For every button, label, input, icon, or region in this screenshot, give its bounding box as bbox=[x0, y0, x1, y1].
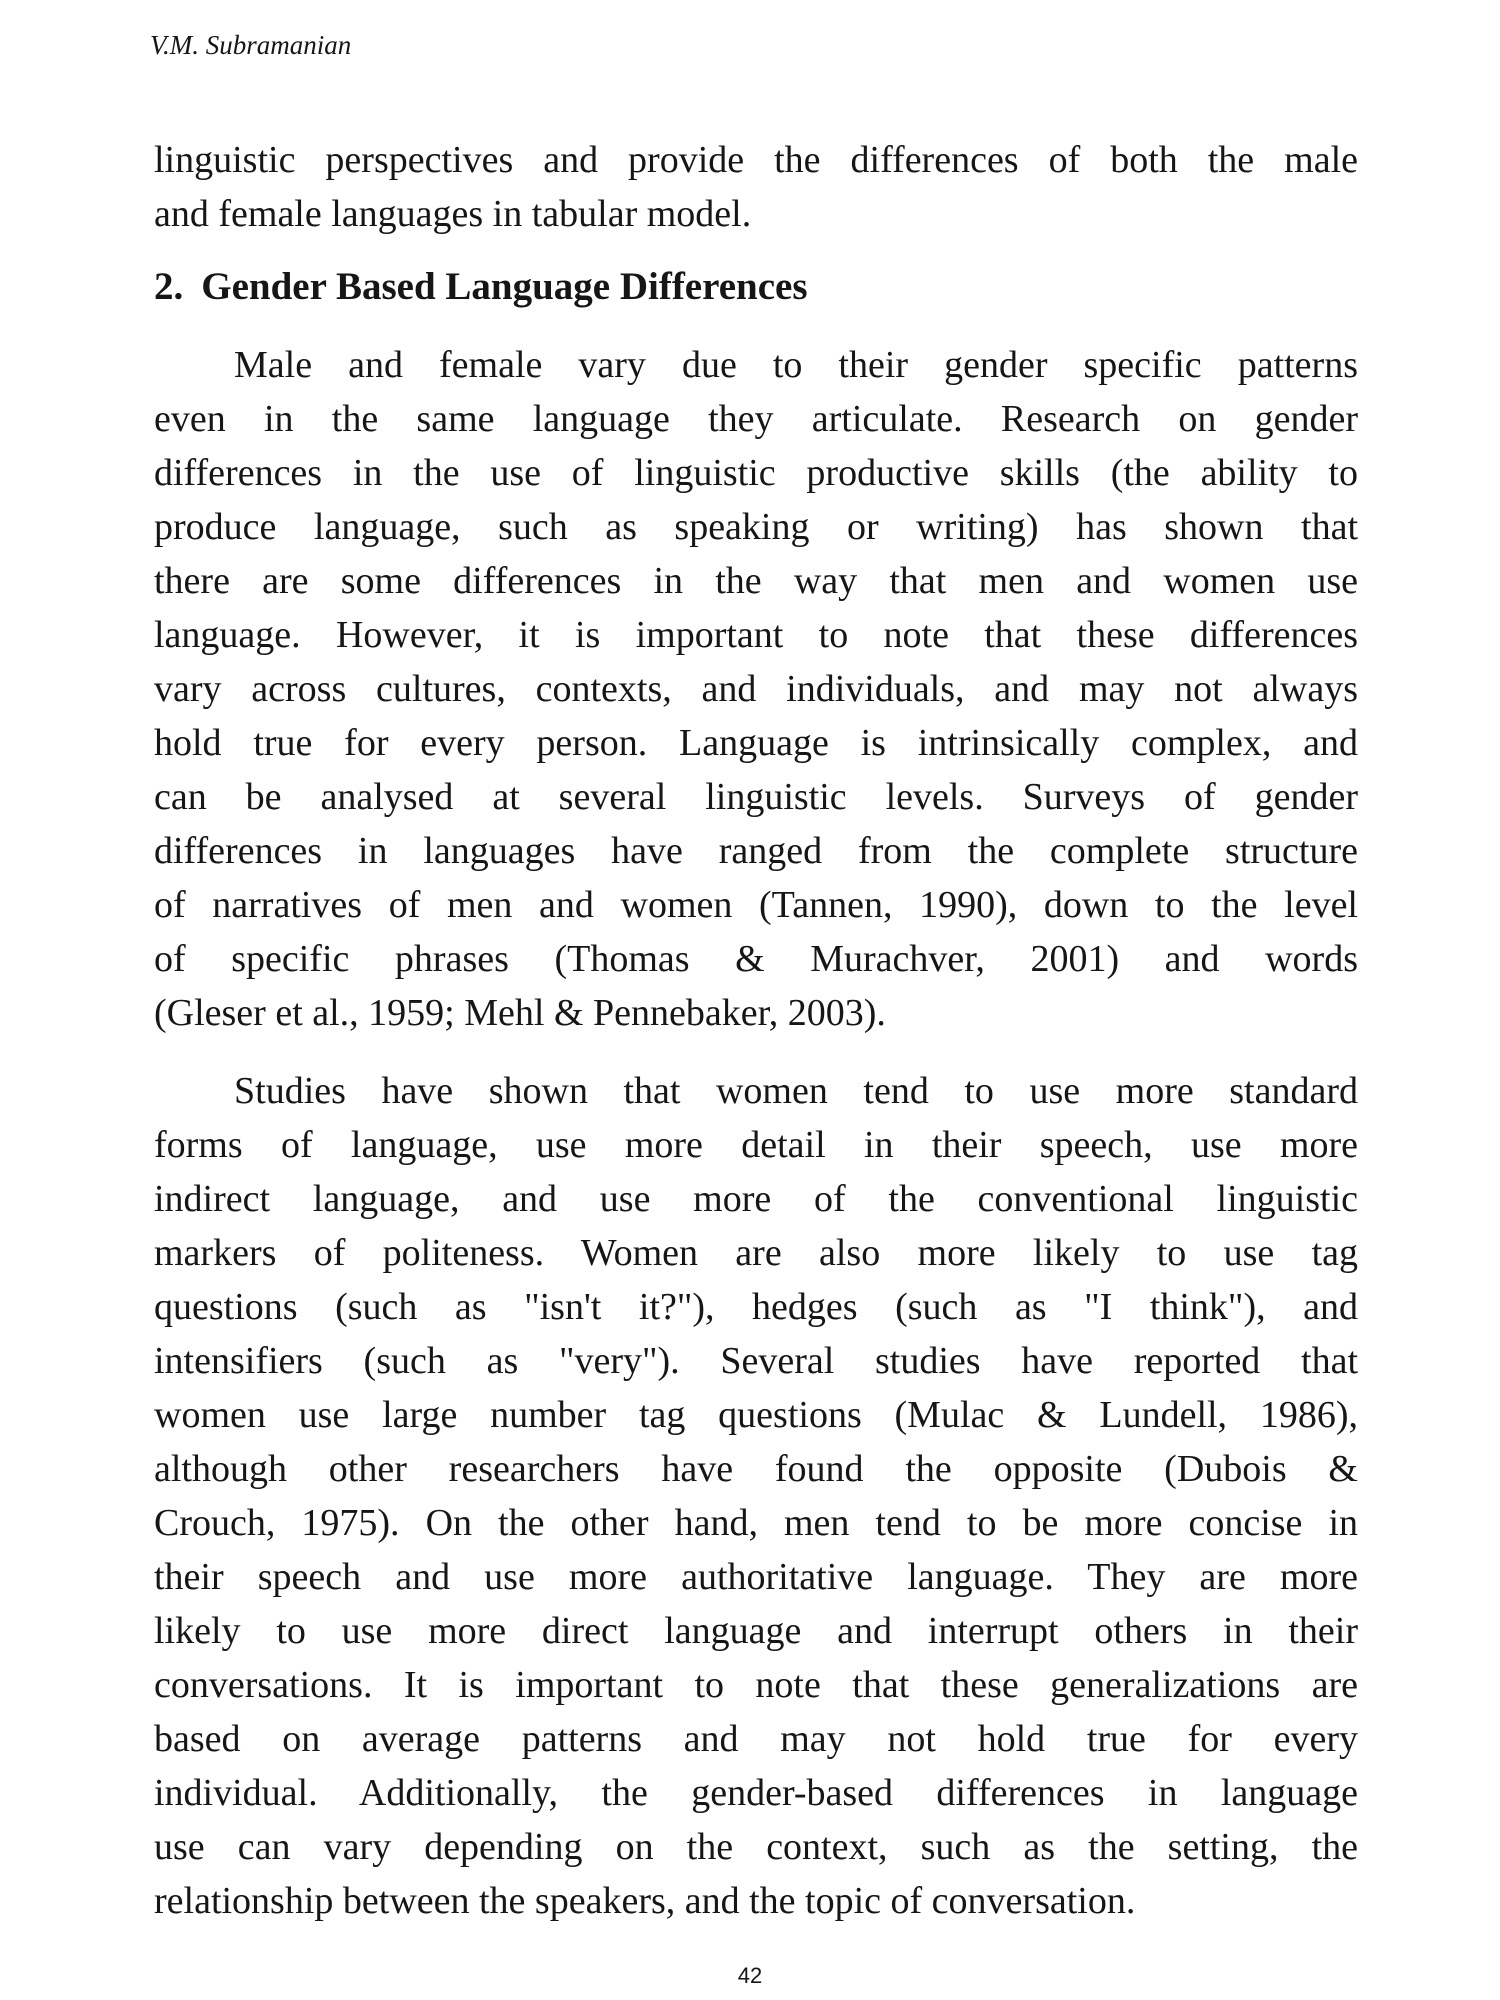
text-line: use can vary depending on the context, such as the setting, the bbox=[154, 1826, 1358, 1868]
text-line: intensifiers (such as "very"). Several studies have reported that bbox=[154, 1340, 1358, 1382]
section-number: 2. bbox=[154, 265, 184, 308]
text-line: relationship between the speakers, and the topic of conversation. bbox=[154, 1880, 1136, 1922]
section-heading bbox=[154, 260, 808, 314]
text-line: (Gleser et al., 1959; Mehl & Pennebaker, 2003). bbox=[154, 992, 886, 1034]
text-line: Studies have shown that women tend to use more standard bbox=[234, 1070, 1358, 1112]
running-head-author: V.M. Subramanian bbox=[150, 30, 352, 60]
section-title: Gender Based Language Differences bbox=[201, 265, 808, 308]
text-line: questions (such as "isn't it?"), hedges (such as "I think"), and bbox=[154, 1286, 1358, 1328]
text-line: Crouch, 1975). On the other hand, men tend to be more concise in bbox=[154, 1502, 1358, 1544]
text-line: likely to use more direct language and interrupt others in their bbox=[154, 1610, 1358, 1652]
text-line: individual. Additionally, the gender-based differences in language bbox=[154, 1772, 1358, 1814]
text-line: Male and female vary due to their gender specific patterns bbox=[234, 344, 1358, 386]
text-line: there are some differences in the way that men and women use bbox=[154, 560, 1358, 602]
text-line: of narratives of men and women (Tannen, 1990), down to the level bbox=[154, 884, 1358, 926]
text-line: conversations. It is important to note that these generalizations are bbox=[154, 1664, 1358, 1706]
text-line: although other researchers have found the opposite (Dubois & bbox=[154, 1448, 1358, 1490]
text-line: vary across cultures, contexts, and individuals, and may not always bbox=[154, 668, 1358, 710]
text-line: women use large number tag questions (Mulac & Lundell, 1986), bbox=[154, 1394, 1358, 1436]
text-line: hold true for every person. Language is intrinsically complex, and bbox=[154, 722, 1358, 764]
text-line: even in the same language they articulate. Research on gender bbox=[154, 398, 1358, 440]
text-line: indirect language, and use more of the conventional linguistic bbox=[154, 1178, 1358, 1220]
page-number: 42 bbox=[737, 1963, 763, 1988]
text-line: produce language, such as speaking or writing) has shown that bbox=[154, 506, 1358, 548]
text-line: markers of politeness. Women are also more likely to use tag bbox=[154, 1232, 1358, 1274]
text-line: differences in languages have ranged from the complete structure bbox=[154, 830, 1358, 872]
text-line: based on average patterns and may not hold true for every bbox=[154, 1718, 1358, 1760]
intro-paragraph bbox=[154, 133, 1358, 241]
text-line: differences in the use of linguistic productive skills (the ability to bbox=[154, 452, 1358, 494]
text-line: linguistic perspectives and provide the differences of both the male bbox=[154, 139, 1358, 181]
text-line: language. However, it is important to note that these differences bbox=[154, 614, 1358, 656]
text-line: forms of language, use more detail in their speech, use more bbox=[154, 1124, 1358, 1166]
paragraph-2 bbox=[154, 1064, 1358, 1928]
text-line: their speech and use more authoritative language. They are more bbox=[154, 1556, 1358, 1598]
paragraph-1 bbox=[154, 338, 1358, 1040]
text-line: and female languages in tabular model. bbox=[154, 193, 752, 235]
text-line: can be analysed at several linguistic levels. Surveys of gender bbox=[154, 776, 1358, 818]
text-line: of specific phrases (Thomas & Murachver, 2001) and words bbox=[154, 938, 1358, 980]
